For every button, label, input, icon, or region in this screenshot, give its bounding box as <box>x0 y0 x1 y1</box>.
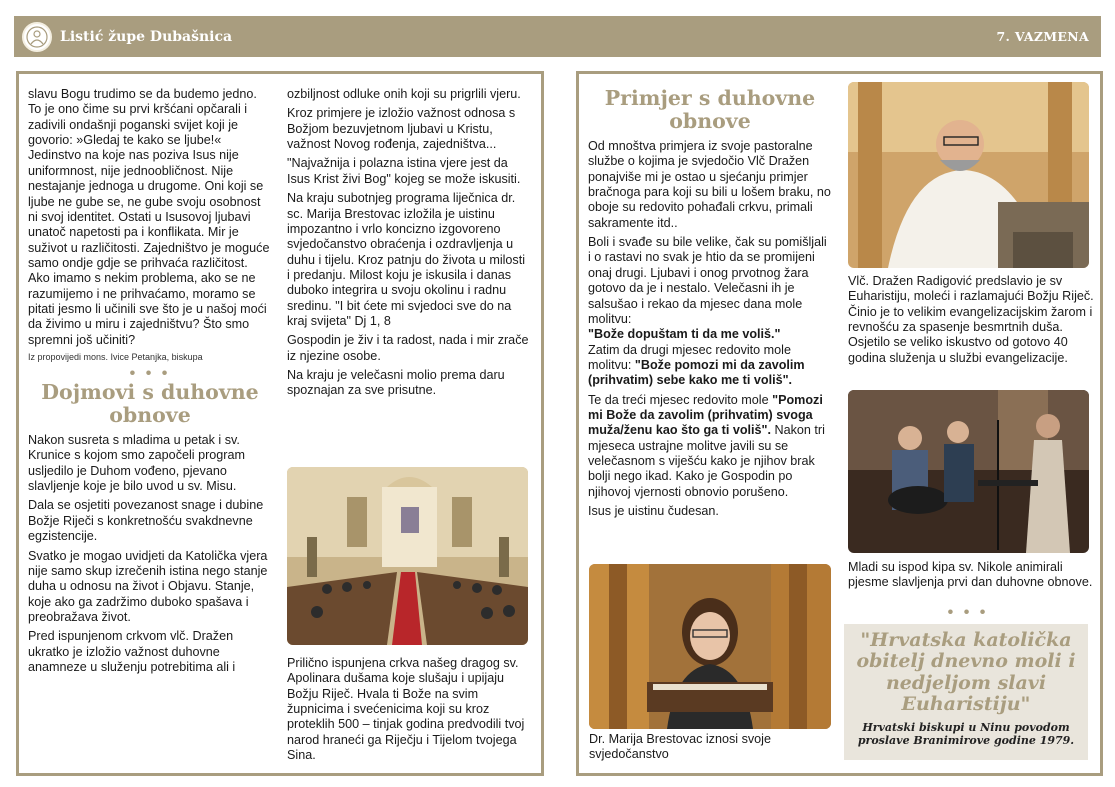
example-paragraph <box>588 235 832 389</box>
right-column-1 <box>588 87 832 524</box>
impressions-paragraph: Na kraju subotnjeg programa liječnica dr. sc. Marija Brestovac izložila je uistinu impozantno i vrlo koncizno izgovoreno svjedočanstvo obraćenja i ozdravljenja u duhu i tijelu. Kroz patnju do života u milosti i predanju. Milost koju je iskusila i danas duboko integrira u svoju okolinu i radnu sredinu. "I bit ćete mi svjedoci sve do na kraj svijeta" Dj 1, 8 <box>287 191 526 329</box>
left-column-2 <box>287 87 531 403</box>
quote-box <box>844 624 1088 760</box>
prayer-two: "Bože pomozi mi da zavolim (prihvatim) sebe kako me ti voliš". <box>588 357 805 388</box>
impressions-paragraph: Kroz primjere je izložio važnost odnosa s Božjom bezuvjetnom ljubavi u Kristu, važnost Novog rođenja, zajedništva... <box>287 106 516 152</box>
impressions-paragraph: ozbiljnost odluke onih koji su prigrlili vjeru. <box>287 87 521 101</box>
header-bar <box>14 16 1101 57</box>
band-photo-caption: Mladi su ispod kipa sv. Nikole animirali pjesme slavljenja prvi dan duhovne obnove. <box>848 560 1093 590</box>
section-heading-impressions: Dojmovi s duhovne obnove <box>41 380 259 428</box>
example-text: Nakon tri mjeseca ustrajne molitve javili su se velečasnom s viješću kako je njihov brak bolji nego ikad. Kako je Gospodin po njihovoj vjernosti obnovio porušeno. <box>588 423 825 499</box>
sermon-source: Iz propovijedi mons. Ivice Petanjka, biskupa <box>28 352 203 363</box>
band-photo <box>848 390 1089 553</box>
newsletter-title: Listić župe Dubašnica <box>60 28 233 45</box>
impressions-paragraph: Dala se osjetiti povezanost snage i dubine Božje Riječi s konkretnošću svakdnevne egzistencije. <box>28 498 264 544</box>
brand <box>22 22 232 52</box>
prayer-three: "Pomozi mi Bože da zavolim (prihvatim) svoga muža/ženu kao što ga ti voliš". <box>588 392 823 438</box>
section-heading-example: Primjer s duhovne obnove <box>604 86 816 133</box>
speaker-photo-caption: Dr. Marija Brestovac iznosi svoje svjedočanstvo <box>589 732 771 762</box>
church-interior-photo <box>287 467 528 645</box>
church-photo-caption: Prilično ispunjena crkva našeg dragog sv. Apolinara dušama koje slušaju i upijaju Božju Riječ. Hvala ti Bože na svim župnicima i svećenicima koji su kroz proteklih 500 – tinjak godina predvodili tvoj narod hraneći ga Riječju i Tijelom tvojega Sina. <box>287 656 525 763</box>
parish-logo-icon <box>22 22 52 52</box>
example-text: Zatim da drugi mjesec redovito mole molitvu: <box>588 342 791 372</box>
impressions-paragraph: "Najvažnija i polazna istina vjere jest da Isus Krist živi Bog" kojeg se može iskusiti. <box>287 156 521 186</box>
priest-photo <box>848 82 1089 268</box>
impressions-paragraph: Svatko je mogao uvidjeti da Katolička vjera nije samo skup izrečenih istina nego stanje duha u odnosu na život i Objavu. Stanje, koje ako ga zadržimo duboko spašava i preobražava život. <box>28 548 268 624</box>
impressions-paragraph: Nakon susreta s mladima u petak i sv. Krunice s kojom smo započeli program usljedilo je Duhom vođeno, pjevano slavljenje koje je bilo uvod u sv. Misu. <box>28 432 245 494</box>
separator-dots: • • • <box>129 365 171 383</box>
prayer-one: "Bože dopuštam ti da me voliš." <box>588 327 781 342</box>
separator-dots: • • • <box>947 604 989 621</box>
example-paragraph: Isus je uistinu čudesan. <box>588 504 719 519</box>
left-column-1 <box>28 87 272 679</box>
issue-label: 7. VAZMENA <box>996 29 1089 44</box>
example-text: Te da treći mjesec redovito mole <box>588 392 773 407</box>
impressions-paragraph: Pred ispunjenom crkvom vlč. Dražen ukratko je izložio važnost duhovne anamneze u služenju potrebitima ali i <box>28 629 236 675</box>
quote-text: "Hrvatska katolička obitelj dnevno moli i nedjeljom slavi Euharistiju" <box>856 629 1076 715</box>
priest-photo-caption: Vlč. Dražen Radigović predslavio je sv Euharistiju, moleći i razlamajući Božju Riječ. Činio je to velikim evangelizacijskim žarom i revnošću za spasenje besmrtnih duša. Osjetilo se veliko iskustvo od gotovo 40 godina služenja u službi evangelizacije. <box>848 274 1094 365</box>
impressions-paragraph: Gospodin je živ i ta radost, nada i mir zrače iz njezine osobe. <box>287 333 529 363</box>
example-paragraph: Od mnoštva primjera iz svoje pastoralne službe o kojima je svjedočio Vlč Dražen ponajviše mi je ostao u sjećanju primjer bračnoga para koji su bili u lošem braku, no oboje su redovito pohađali crkvu, primali sakramente itd.. <box>588 138 831 230</box>
example-paragraph <box>588 393 832 501</box>
speaker-photo <box>589 564 831 729</box>
example-text: Boli i svađe su bile velike, čak su pomišljali i o rastavi no svak je htio da se promijeni onaj drugi. Ljubavi i onog prvotnog žara gotovo da je i nestalo. Velečasni ih je salsušao i rekao da mjesec dana mole molitvu: <box>588 235 827 326</box>
quote-source: Hrvatski biskupi u Ninu povodom proslave Branimirove godine 1979. <box>857 721 1075 748</box>
impressions-paragraph: Na kraju je velečasni molio prema daru spoznajan za sve prisutne. <box>287 368 505 398</box>
sermon-paragraph: slavu Bogu trudimo se da budemo jedno. To je ono čime su prvi kršćani opčarali i zadivili ondašnji poganski svijet koji je govorio: »Gledaj te kako se ljube!« Jedinstvo na koje nas poziva Isus nije uniformnost, nije jednoobličnost. Nije nestajanje jednoga u drugome. Oni koji se ljube ne gube se, ne gube svoju osobnost ni svoj identitet. Ostati u Isusovoj ljubavi unatoč napetosti pa i konflikata. Mir je suživot u različitosti. Zajedništvo je moguće samo ondje gdje se prihvaća različitost. Ako imamo s nekim problema, ako se ne razumijemo i ne prihvaćamo, moramo se pitati jesmo li učinili sve što je u našoj moći da živimo u miru i zajedništvu? Što smo spremni još učiniti? <box>28 87 270 347</box>
